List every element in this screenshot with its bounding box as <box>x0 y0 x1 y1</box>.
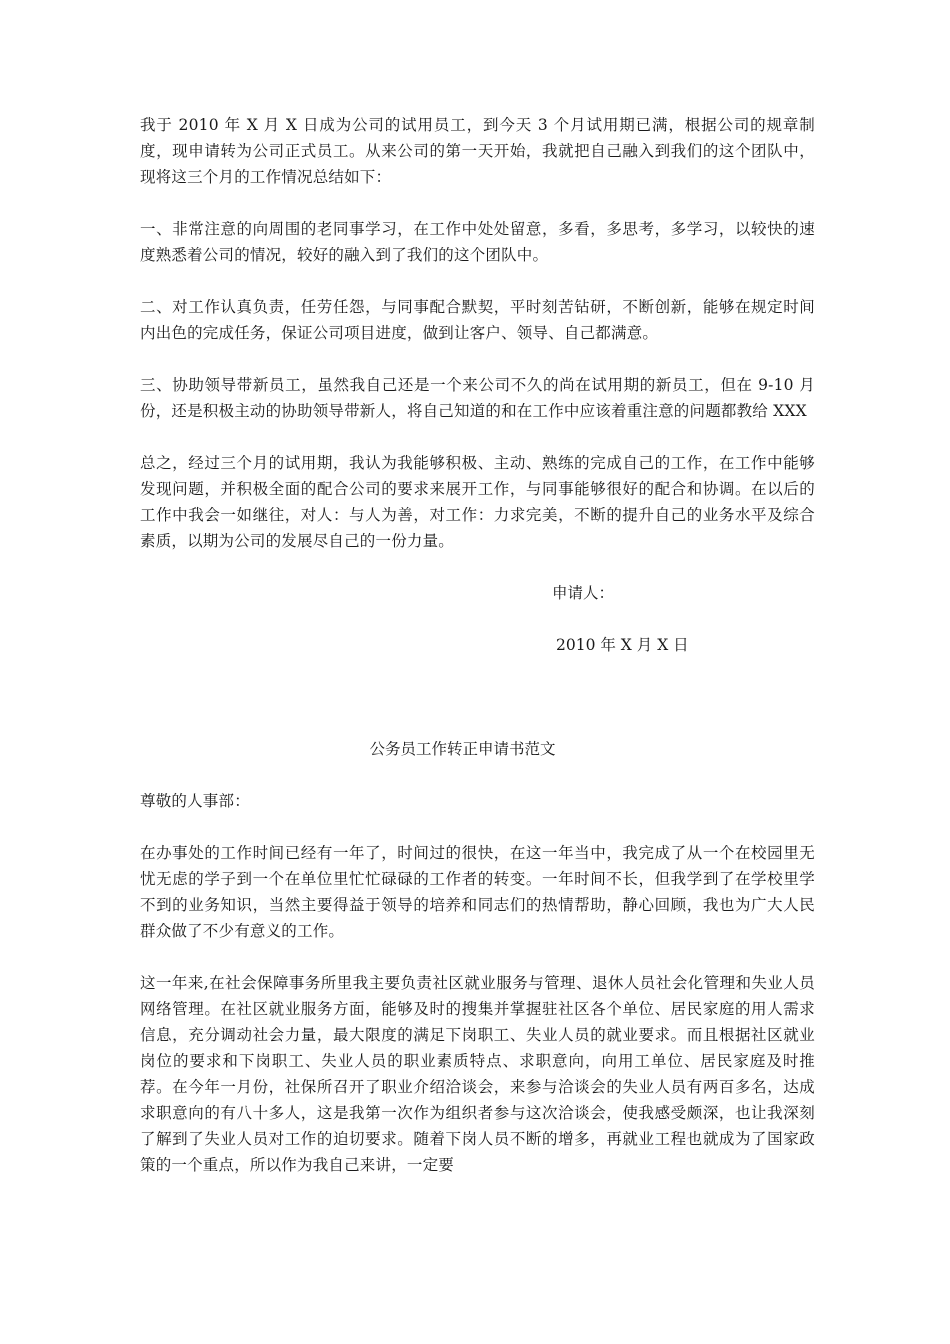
letter1-date: 2010 年 X 月 X 日 <box>556 636 689 654</box>
paragraph-spacer <box>140 190 815 216</box>
paragraph-spacer <box>140 684 815 710</box>
letter1-paragraph-intro: 我于 2010 年 X 月 X 日成为公司的试用员工，到今天 3 个月试用期已满，根据公司的规章制度，现申请转为公司正式员工。从来公司的第一天开始，我就把自己融入到我们的这个团队中，现将这三个月的工作情况总结如下： <box>140 116 815 186</box>
letter1-paragraph-point-3: 三、协助领导带新员工，虽然我自己还是一个来公司不久的尚在试用期的新员工，但在 9-10 月份，还是积极主动的协助领导带新人，将自己知道的和在工作中应该着重注意的问题都教给 XXX <box>140 376 815 420</box>
paragraph-spacer <box>140 606 815 632</box>
paragraph-spacer <box>140 762 815 788</box>
letter2-paragraph-1: 在办事处的工作时间已经有一年了，时间过的很快，在这一年当中，我完成了从一个在校园里无忧无虑的学子到一个在单位里忙忙碌碌的工作者的转变。一年时间不长，但我学到了在学校里学不到的业务知识，当然主要得益于领导的培养和同志们的热情帮助，静心回顾，我也为广大人民群众做了不少有意义的工作。 <box>140 844 815 940</box>
paragraph-spacer <box>140 268 815 294</box>
letter1-paragraph-summary: 总之，经过三个月的试用期，我认为我能够积极、主动、熟练的完成自己的工作，在工作中能够发现问题，并积极全面的配合公司的要求来展开工作，与同事能够很好的配合和协调。在以后的工作中我会一如继往，对人：与人为善，对工作：力求完美，不断的提升自己的业务水平及综合素质，以期为公司的发展尽自己的一份力量。 <box>140 454 815 550</box>
paragraph-spacer <box>140 658 815 684</box>
letter1-paragraph-point-2: 二、对工作认真负责，任劳任怨，与同事配合默契，平时刻苦钻研，不断创新，能够在规定时间内出色的完成任务，保证公司项目进度，做到让客户、领导、自己都满意。 <box>140 298 815 342</box>
letter2-salutation: 尊敬的人事部： <box>140 792 250 810</box>
letter1-paragraph-point-1: 一、非常注意的向周围的老同事学习，在工作中处处留意，多看，多思考，多学习，以较快的速度熟悉着公司的情况，较好的融入到了我们的这个团队中。 <box>140 220 815 264</box>
paragraph-spacer <box>140 554 815 580</box>
paragraph-spacer <box>140 424 815 450</box>
letter2-title: 公务员工作转正申请书范文 <box>369 740 556 758</box>
paragraph-spacer <box>140 346 815 372</box>
letter2-paragraph-2: 这一年来,在社会保障事务所里我主要负责社区就业服务与管理、退休人员社会化管理和失业人员网络管理。在社区就业服务方面，能够及时的搜集并掌握驻社区各个单位、居民家庭的用人需求信息，充分调动社会力量，最大限度的满足下岗职工、失业人员的就业要求。而且根据社区就业岗位的要求和下岗职工、失业人员的职业素质特点、求职意向，向用工单位、居民家庭及时推荐。在今年一月份，社保所召开了职业介绍洽谈会，来参与洽谈会的失业人员有两百多名，达成求职意向的有八十多人，这是我第一次作为组织者参与这次洽谈会，使我感受颇深，也让我深刻了解到了失业人员对工作的迫切要求。随着下岗人员不断的增多，再就业工程也就成为了国家政策的一个重点，所以作为我自己来讲，一定要 <box>140 974 815 1174</box>
paragraph-spacer <box>140 710 815 736</box>
applicant-label: 申请人： <box>552 584 615 602</box>
paragraph-spacer <box>140 944 815 970</box>
paragraph-spacer <box>140 814 815 840</box>
document-page <box>140 112 815 1178</box>
